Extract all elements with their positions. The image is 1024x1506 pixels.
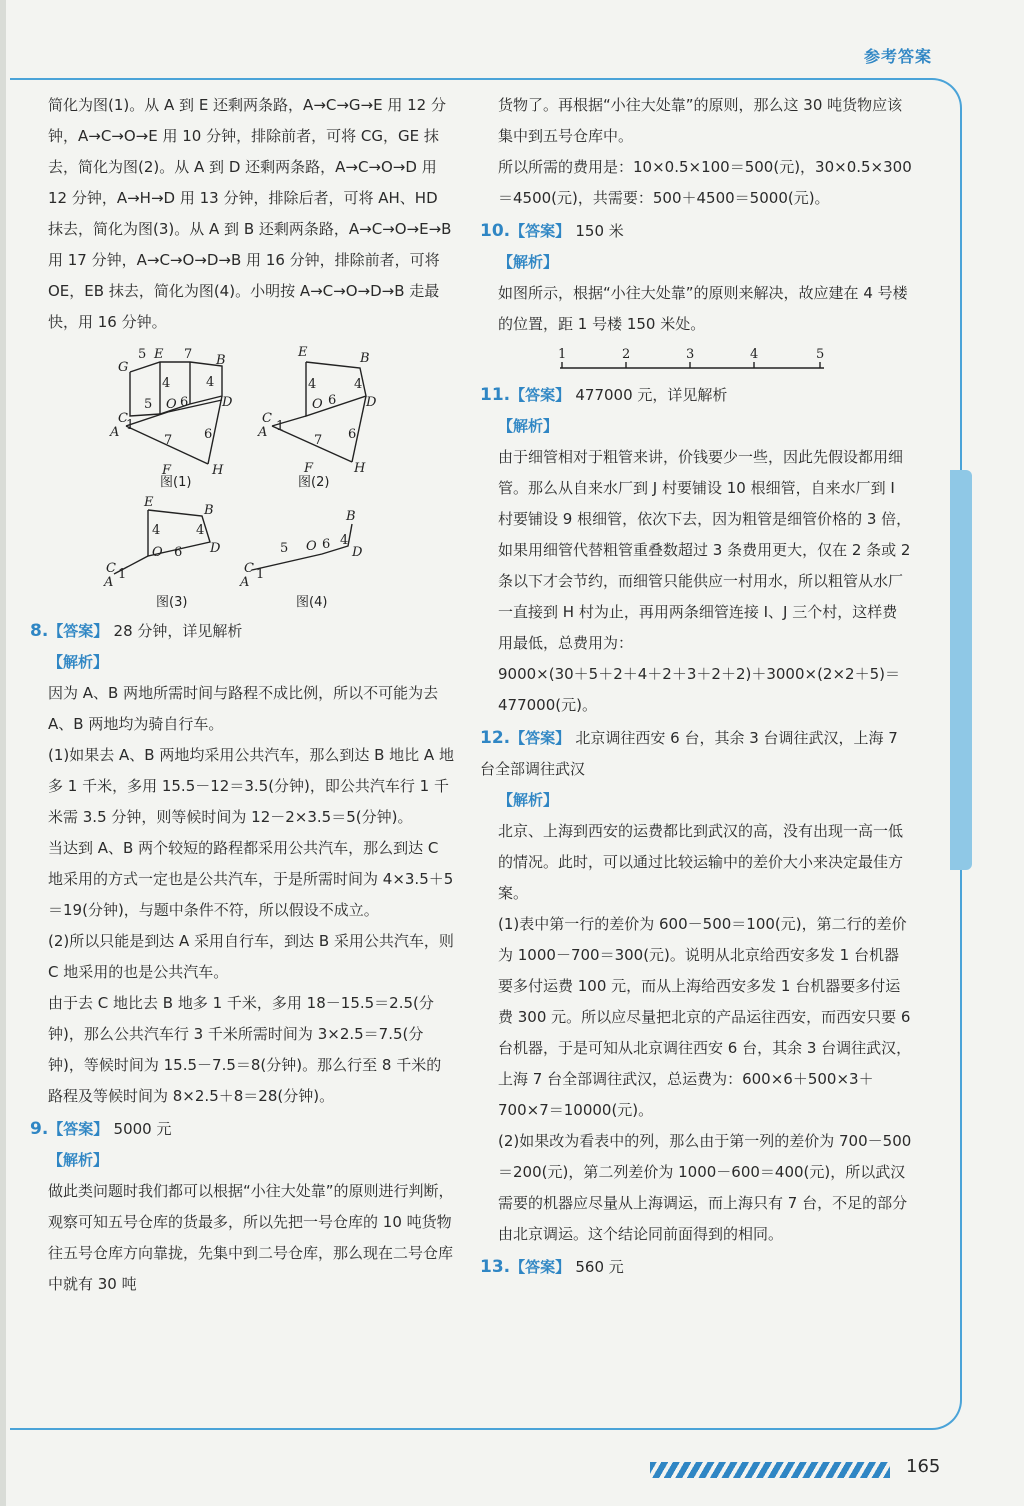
q11-heading <box>480 380 912 411</box>
svg-text:6: 6 <box>174 545 183 560</box>
figure-2-caption: 图(2) <box>298 475 330 490</box>
q12-paragraph: 北京、上海到西安的运费都比到武汉的高，没有出现一高一低的情况。此时，可以通过比较运输中的差价大小来决定最佳方案。 <box>498 822 904 902</box>
left-column <box>30 90 455 1300</box>
q10-analysis-tag: 【解析】 <box>498 253 559 271</box>
svg-text:4: 4 <box>354 377 363 392</box>
svg-text:A: A <box>240 575 250 590</box>
svg-text:5: 5 <box>138 347 147 362</box>
figure-2-labels <box>257 345 377 476</box>
q9-paragraph: 做此类问题时我们都可以根据“小往大处靠”的原则进行判断，观察可知五号仓库的货最多，所以先把一号仓库的 10 吨货物往五号仓库方向靠拢，先集中到二号仓库，那么现在二号仓库中就有 30 吨 <box>48 1182 454 1293</box>
intro-paragraph: 简化为图(1)。从 A 到 E 还剩两条路，A→C→G→E 用 12 分钟，A→C→O→E 用 10 分钟，排除前者，可将 CG，GE 抹去，简化为图(2)。从 A 到 D 还剩两条路，A→C→O→D 用 12 分钟，A→H→D 用 13 分钟，排除后者，可将 AH、HD 抹去，简化为图(3)。从 A 到 B 还剩两条路，A→C→O→E→B 用 17 分钟，A→C→O→D→B 用 16 分钟，排除前者，可将 OE，EB 抹去，简化为图(4)。小明按 A→C→O→D→B 走最快，用 16 分钟。 <box>48 96 452 331</box>
q9-continued-paragraph: 货物了。再根据“小往大处靠”的原则，那么这 30 吨货物应该集中到五号仓库中。 <box>498 96 903 145</box>
q8-paragraph: 当达到 A、B 两个较短的路程都采用公共汽车，那么到达 C 地采用的方式一定也是公共汽车，于是所需时间为 4×3.5＋5＝19(分钟)，与题中条件不符，所以假设不成立。 <box>48 839 454 919</box>
q12-paragraph: (1)表中第一行的差价为 600－500＝100(元)，第二行的差价为 1000－700＝300(元)。说明从北京给西安多发 1 台机器要多付运费 100 元，而从上海给西安多发 1 台机器要多付运费 300 元。所以应尽量把北京的产品运往西安，而西安只要 6 台机器，于是可知从北京调往西安 6 台，其余 3 台调往武汉，上海 7 台全部调往武汉，总运费为：600×6＋500×3＋700×7＝10000(元)。 <box>498 915 912 1119</box>
svg-text:A: A <box>104 575 114 590</box>
q10-heading <box>480 216 912 247</box>
side-tab <box>950 470 972 870</box>
figure-4-caption: 图(4) <box>296 595 328 610</box>
footer-stripes <box>650 1462 890 1478</box>
q8-answer: 28 分钟，详见解析 <box>113 622 243 640</box>
svg-text:6: 6 <box>348 427 357 442</box>
svg-text:B: B <box>346 509 356 524</box>
svg-text:6: 6 <box>328 393 337 408</box>
svg-text:O: O <box>152 545 163 560</box>
q11-number: 11. <box>480 385 511 405</box>
q9-analysis-tag: 【解析】 <box>48 1151 109 1169</box>
svg-text:C: C <box>262 411 272 426</box>
q11-paragraph: 由于细管相对于粗管来讲，价钱要少一些，因此先假设都用细管。那么从自来水厂到 J 村要铺设 10 根细管，自来水厂到 I 村要铺设 9 根细管，依次下去，因为粗管是细管价格的 3 倍，如果用细管代替粗管重叠数超过 3 条费用更大，仅在 2 条或 2 条以下才会节约，而细管只能供应一村用水，所以粗管从水厂一直接到 H 村为止，再用两条细管连接 I、J 三个村，这样费用最低，总费用为： <box>498 448 912 652</box>
svg-text:D: D <box>366 395 377 410</box>
q9-answer-tag: 【答案】 <box>48 1120 109 1138</box>
q9-continued-paragraph: 所以所需的费用是：10×0.5×100＝500(元)，30×0.5×300＝4500(元)，共需要：500＋4500＝5000(元)。 <box>498 158 912 207</box>
q12-number: 12. <box>480 728 511 748</box>
q8-answer-tag: 【答案】 <box>48 622 109 640</box>
svg-text:1: 1 <box>118 567 127 582</box>
svg-text:E: E <box>144 495 154 510</box>
figure-4 <box>252 524 352 570</box>
q12-analysis-tag: 【解析】 <box>498 791 559 809</box>
svg-text:1: 1 <box>126 418 135 433</box>
svg-text:1: 1 <box>276 419 285 434</box>
q13-heading <box>480 1252 912 1283</box>
svg-text:D: D <box>352 545 363 560</box>
q13-number: 13. <box>480 1257 511 1277</box>
figure-1-labels <box>109 347 233 478</box>
q12-answer-tag: 【答案】 <box>510 729 571 747</box>
figure-3-caption: 图(3) <box>156 595 188 610</box>
q8-paragraph: 因为 A、B 两地所需时间与路程不成比例，所以不可能为去 A、B 两地均为骑自行车。 <box>48 684 439 733</box>
q8-number: 8. <box>30 621 49 641</box>
svg-text:D: D <box>210 541 221 556</box>
q12-answer: 北京调往西安 6 台，其余 3 台调往武汉，上海 7 台全部调往武汉 <box>480 729 898 778</box>
svg-text:7: 7 <box>314 433 323 448</box>
svg-text:C: C <box>244 561 254 576</box>
svg-text:H: H <box>212 463 224 478</box>
svg-text:6: 6 <box>180 395 189 410</box>
q13-answer: 560 元 <box>575 1258 624 1276</box>
svg-text:1: 1 <box>256 567 265 582</box>
page-number: 165 <box>906 1456 941 1477</box>
svg-text:5: 5 <box>280 541 289 556</box>
header-title: 参考答案 <box>863 47 932 66</box>
route-figures <box>30 344 455 612</box>
page-edge <box>0 0 6 1506</box>
svg-text:4: 4 <box>308 377 317 392</box>
q8-paragraph: (2)所以只能是到达 A 采用自行车，到达 B 采用公共汽车，则 C 地采用的也是公共汽车。 <box>48 932 454 981</box>
svg-text:B: B <box>216 353 226 368</box>
q11-answer-tag: 【答案】 <box>510 386 571 404</box>
svg-text:A: A <box>110 425 120 440</box>
svg-text:B: B <box>360 351 370 366</box>
q13-answer-tag: 【答案】 <box>510 1258 571 1276</box>
q8-paragraph: (1)如果去 A、B 两地均采用公共汽车，那么到达 B 地比 A 地多 1 千米，多用 15.5－12＝3.5(分钟)，即公共汽车行 1 千米需 3.5 分钟，则等候时间为 12－2×3.5＝5(分钟)。 <box>48 746 454 826</box>
q8-paragraph: 由于去 C 地比去 B 地多 1 千米，多用 18－15.5＝2.5(分钟)，那么公共汽车行 3 千米所需时间为 3×2.5＝7.5(分钟)，等候时间为 15.5－7.5＝8(分钟)。那么行至 8 千米的路程及等候时间为 8×2.5＋8＝28(分钟)。 <box>48 994 442 1105</box>
building-label: 3 <box>686 347 695 362</box>
svg-text:4: 4 <box>162 376 171 391</box>
svg-text:F: F <box>162 463 172 478</box>
q10-answer-tag: 【答案】 <box>510 222 571 240</box>
figure-3 <box>114 510 210 574</box>
svg-text:6: 6 <box>204 427 213 442</box>
building-ticks <box>562 362 820 368</box>
right-column <box>480 90 912 1283</box>
q12-heading <box>480 723 912 785</box>
svg-text:E: E <box>154 347 164 362</box>
svg-text:G: G <box>118 360 129 375</box>
svg-text:4: 4 <box>152 523 161 538</box>
svg-text:4: 4 <box>340 533 349 548</box>
svg-text:4: 4 <box>196 523 205 538</box>
svg-text:C: C <box>118 411 128 426</box>
q11-analysis-tag: 【解析】 <box>498 417 559 435</box>
building-line-svg <box>480 340 912 378</box>
building-line-diagram <box>480 340 912 378</box>
figure-4-labels <box>239 509 363 590</box>
svg-text:F: F <box>304 461 314 476</box>
svg-text:B: B <box>204 503 214 518</box>
svg-text:6: 6 <box>322 537 331 552</box>
building-label: 2 <box>622 347 631 362</box>
q9-number: 9. <box>30 1119 49 1139</box>
q11-paragraph: 9000×(30＋5＋2＋4＋2＋3＋2＋2)＋3000×(2×2＋5)＝477000(元)。 <box>498 665 900 714</box>
svg-text:A: A <box>258 425 268 440</box>
q10-answer: 150 米 <box>575 222 624 240</box>
svg-text:7: 7 <box>184 347 193 362</box>
q9-heading <box>30 1114 455 1145</box>
svg-text:O: O <box>312 397 323 412</box>
q10-number: 10. <box>480 221 511 241</box>
svg-text:O: O <box>306 539 317 554</box>
svg-text:5: 5 <box>144 397 153 412</box>
q9-answer: 5000 元 <box>113 1120 172 1138</box>
q10-paragraph: 如图所示，根据“小往大处靠”的原则来解决，故应建在 4 号楼的位置，距 1 号楼 150 米处。 <box>498 284 908 333</box>
figure-1-caption: 图(1) <box>160 475 192 490</box>
q8-analysis-tag: 【解析】 <box>48 653 109 671</box>
svg-text:O: O <box>166 397 177 412</box>
building-label: 4 <box>750 347 759 362</box>
svg-text:E: E <box>298 345 308 360</box>
figure-3-labels <box>103 495 221 590</box>
building-label: 1 <box>558 347 567 362</box>
building-label: 5 <box>816 347 825 362</box>
svg-text:C: C <box>106 561 116 576</box>
svg-text:D: D <box>222 395 233 410</box>
svg-text:7: 7 <box>164 433 173 448</box>
svg-text:4: 4 <box>206 375 215 390</box>
route-figures-svg <box>30 344 455 612</box>
q8-heading <box>30 616 455 647</box>
q12-paragraph: (2)如果改为看表中的列，那么由于第一列的差价为 700－500＝200(元)，第二列差价为 1000－600＝400(元)，所以武汉需要的机器应尽量从上海调运，而上海只有 7 台，不足的部分由北京调运。这个结论同前面得到的相同。 <box>498 1132 912 1243</box>
svg-text:H: H <box>354 461 366 476</box>
q11-answer: 477000 元，详见解析 <box>575 386 728 404</box>
